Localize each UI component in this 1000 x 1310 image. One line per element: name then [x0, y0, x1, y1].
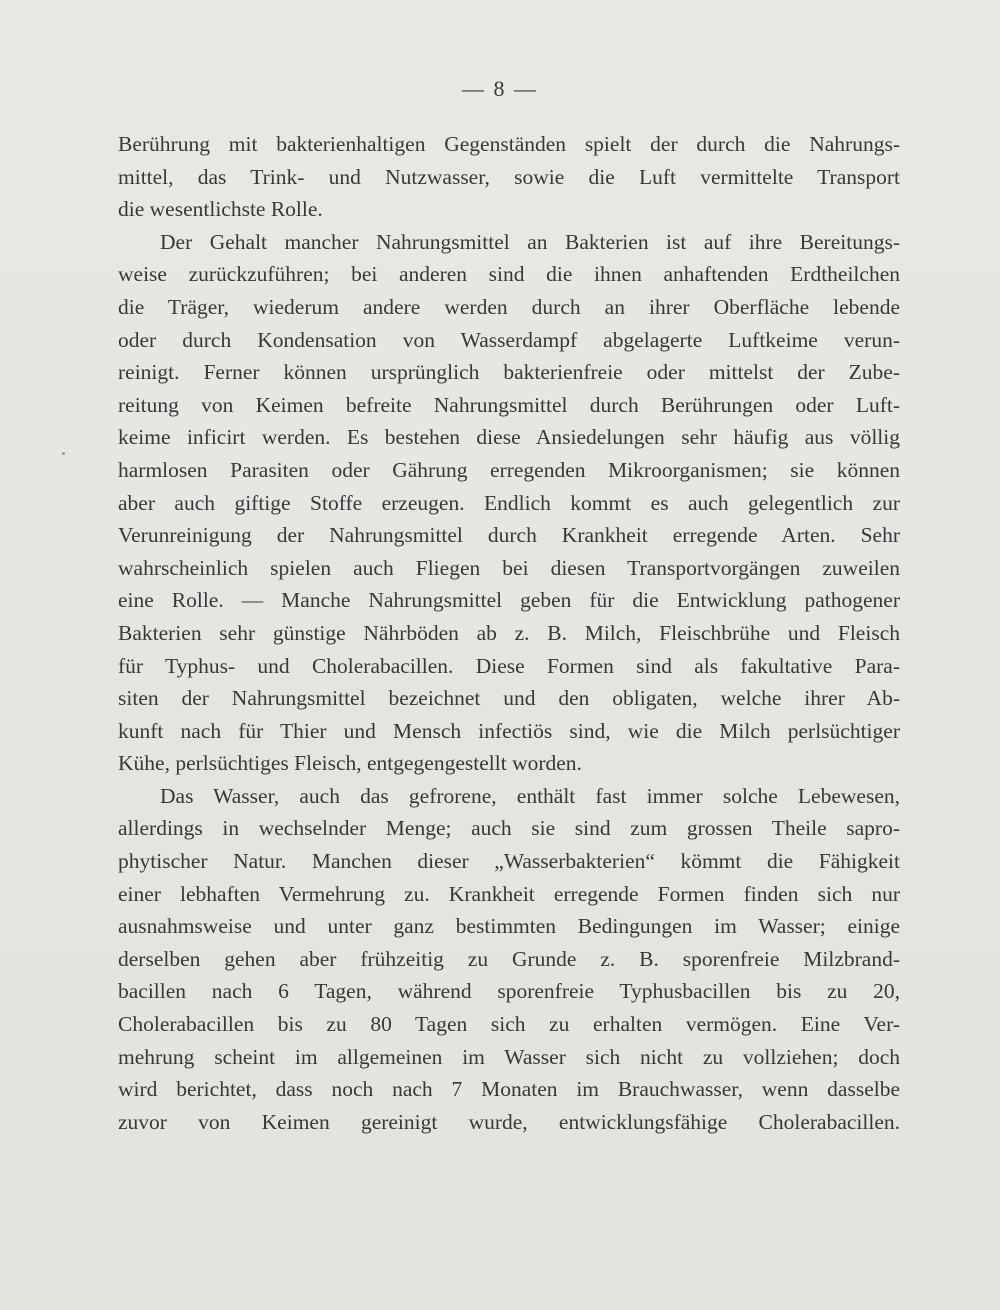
text-line: die Träger, wiederum andere werden durch an ihrer Oberfläche lebende [118, 294, 900, 319]
text-line: Cholerabacillen bis zu 80 Tagen sich zu erhalten vermögen. Eine Ver- [118, 1012, 900, 1037]
text-line: Kühe, perlsüchtiges Fleisch, entgegengestellt worden. [118, 751, 582, 776]
text-line: reinigt. Ferner können ursprünglich bakterienfreie oder mittelst der Zube- [118, 360, 900, 385]
text-line: die wesentlichste Rolle. [118, 197, 323, 222]
body-text [118, 128, 900, 1138]
text-line: ausnahmsweise und unter ganz bestimmten Bedingungen im Wasser; einige [118, 914, 900, 939]
text-line: Bakterien sehr günstige Nährböden ab z. B. Milch, Fleischbrühe und Fleisch [118, 620, 900, 645]
text-line: zuvor von Keimen gereinigt wurde, entwicklungsfähige Cholerabacillen. [118, 1109, 900, 1134]
text-line: weise zurückzuführen; bei anderen sind die ihnen anhaftenden Erdtheilchen [118, 262, 900, 287]
text-line: Verunreinigung der Nahrungsmittel durch Krankheit erregende Arten. Sehr [118, 523, 900, 548]
text-line: siten der Nahrungsmittel bezeichnet und den obligaten, welche ihrer Ab- [118, 686, 900, 711]
text-line: keime inficirt werden. Es bestehen diese Ansiedelungen sehr häufig aus völlig [118, 425, 900, 450]
text-line: für Typhus- und Cholerabacillen. Diese Formen sind als fakultative Para- [118, 653, 900, 678]
text-line: eine Rolle. — Manche Nahrungsmittel geben für die Entwicklung pathogener [118, 588, 900, 613]
scan-speck [62, 452, 65, 455]
text-line: wird berichtet, dass noch nach 7 Monaten im Brauchwasser, wenn dasselbe [118, 1077, 900, 1102]
text-line: Berührung mit bakterienhaltigen Gegenständen spielt der durch die Nahrungs- [118, 132, 900, 156]
text-line: oder durch Kondensation von Wasserdampf abgelagerte Luftkeime verun- [118, 327, 900, 352]
text-line: harmlosen Parasiten oder Gährung erregenden Mikroorganismen; sie können [118, 457, 900, 482]
text-line: bacillen nach 6 Tagen, während sporenfreie Typhusbacillen bis zu 20, [118, 979, 900, 1004]
page-number: — 8 — [462, 76, 538, 101]
text-line: mittel, das Trink- und Nutzwasser, sowie die Luft vermittelte Transport [118, 164, 900, 189]
text-line: allerdings in wechselnder Menge; auch sie sind zum grossen Theile sapro- [118, 816, 900, 841]
text-line: phytischer Natur. Manchen dieser „Wasserbakterien“ kömmt die Fähigkeit [118, 849, 900, 874]
text-line: Der Gehalt mancher Nahrungsmittel an Bakterien ist auf ihre Bereitungs- [160, 229, 900, 254]
text-line: Das Wasser, auch das gefrorene, enthält fast immer solche Lebewesen, [160, 783, 900, 808]
text-line: reitung von Keimen befreite Nahrungsmittel durch Berührungen oder Luft- [118, 392, 900, 417]
text-line: wahrscheinlich spielen auch Fliegen bei diesen Transportvorgängen zuweilen [118, 555, 900, 580]
text-line: kunft nach für Thier und Mensch infectiös sind, wie die Milch perlsüchtiger [118, 718, 900, 743]
text-line: derselben gehen aber frühzeitig zu Grunde z. B. sporenfreie Milzbrand- [118, 946, 900, 971]
text-line: aber auch giftige Stoffe erzeugen. Endlich kommt es auch gelegentlich zur [118, 490, 900, 515]
text-line: einer lebhaften Vermehrung zu. Krankheit erregende Formen finden sich nur [118, 881, 900, 906]
text-line: mehrung scheint im allgemeinen im Wasser sich nicht zu vollziehen; doch [118, 1044, 900, 1069]
